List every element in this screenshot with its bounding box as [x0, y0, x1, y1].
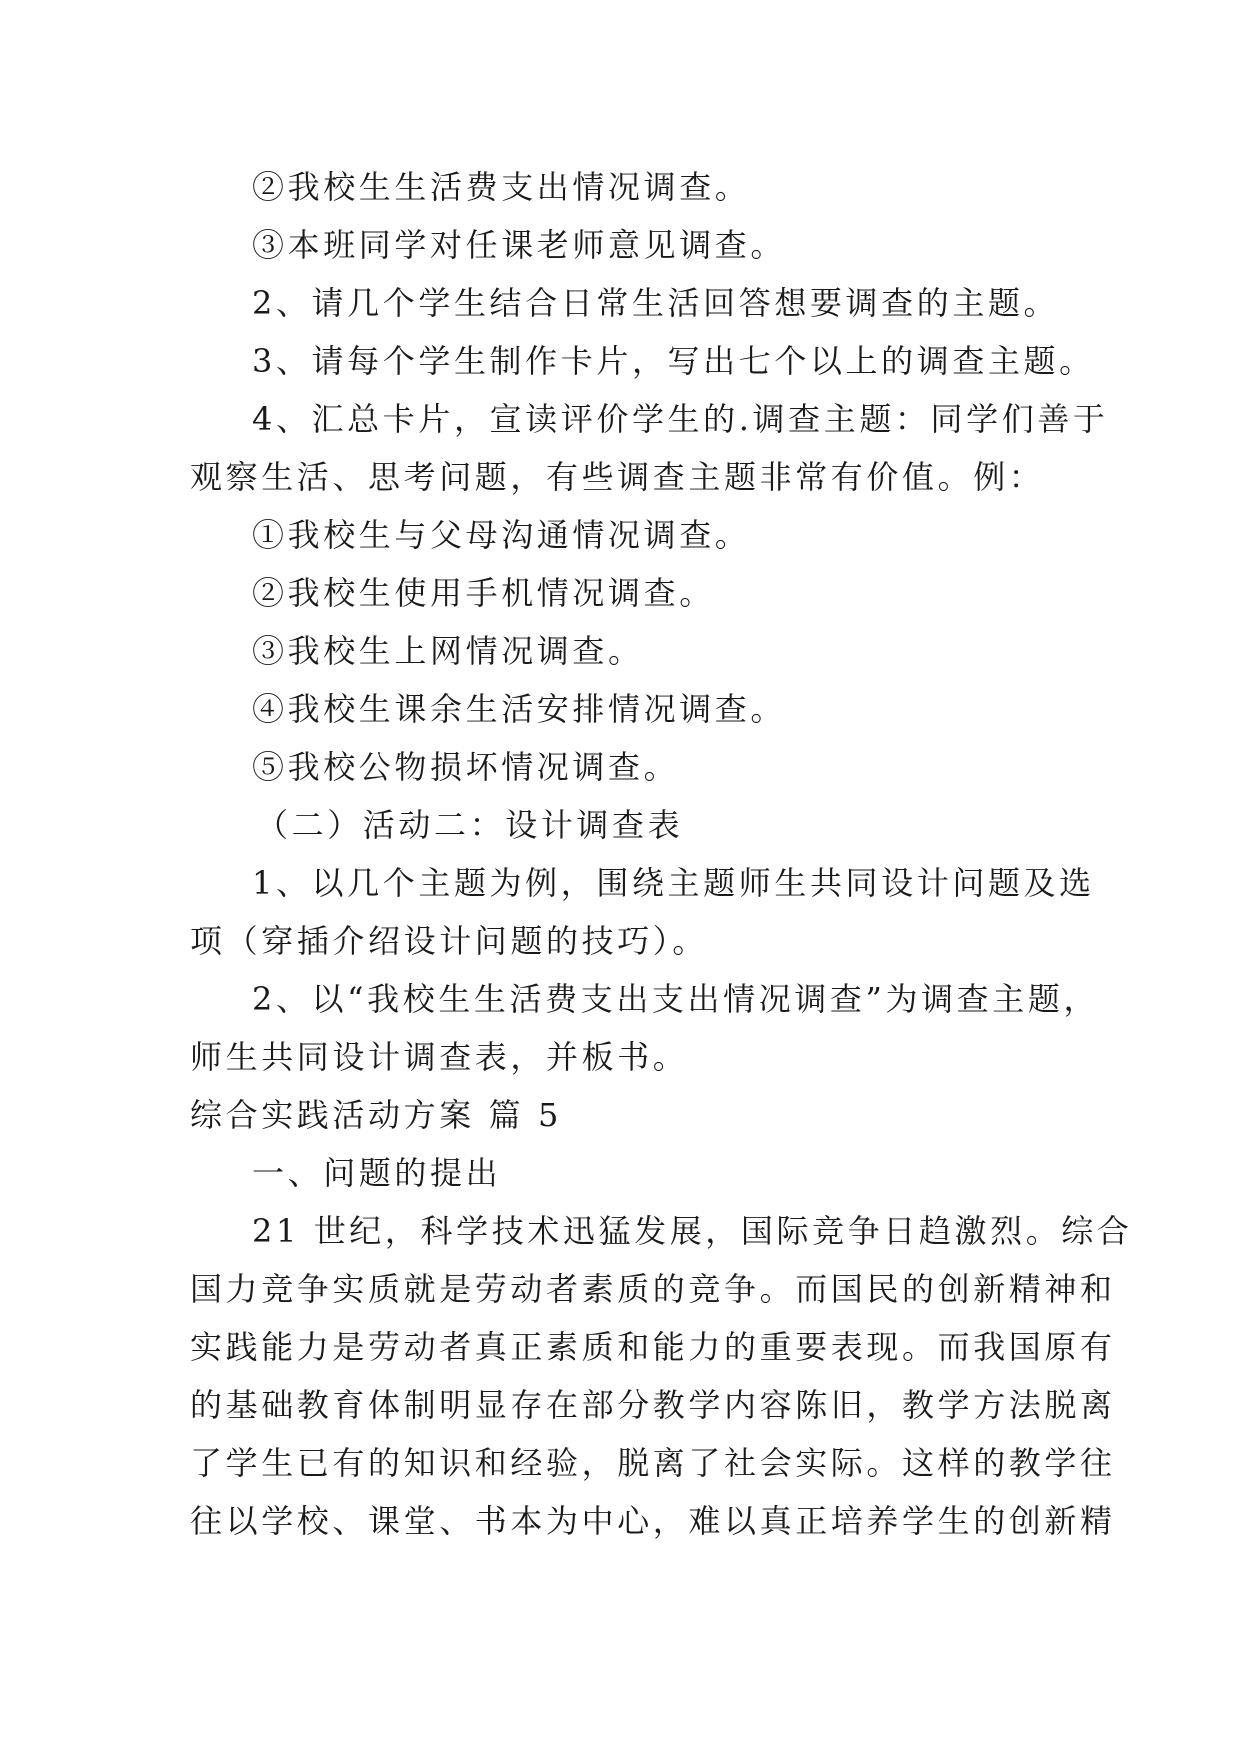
text-line: 观察生活、思考问题，有些调查主题非常有价值。例：: [190, 458, 1045, 496]
text-line: 往以学校、课堂、书本为中心，难以真正培养学生的创新精: [190, 1502, 1116, 1540]
text-line: 2、以“我校生生活费支出支出情况调查”为调查主题，: [252, 980, 1100, 1018]
text-line: 2、请几个学生结合日常生活回答想要调查的主题。: [252, 284, 1060, 322]
text-line: ③我校生上网情况调查。: [252, 632, 644, 670]
text-line: ②我校生生活费支出情况调查。: [252, 168, 751, 206]
text-line: 师生共同设计调查表，并板书。: [190, 1038, 689, 1076]
text-line: ④我校生课余生活安排情况调查。: [252, 690, 787, 728]
text-line: 项（穿插介绍设计问题的技巧）。: [190, 922, 709, 960]
text-line: ③本班同学对任课老师意见调查。: [252, 226, 787, 264]
text-line: 国力竞争实质就是劳动者素质的竞争。而国民的创新精神和: [190, 1270, 1116, 1308]
text-line: 了学生已有的知识和经验，脱离了社会实际。这样的教学往: [190, 1444, 1116, 1482]
article-title: 综合实践活动方案 篇 5: [190, 1096, 562, 1134]
section-heading: 一、问题的提出: [252, 1154, 502, 1192]
text-line: 1、以几个主题为例，围绕主题师生共同设计问题及选: [252, 864, 1095, 902]
text-line: 21 世纪，科学技术迅猛发展，国际竞争日趋激烈。综合: [252, 1212, 1133, 1250]
text-line: 实践能力是劳动者真正素质和能力的重要表现。而我国原有: [190, 1328, 1116, 1366]
text-line: 3、请每个学生制作卡片，写出七个以上的调查主题。: [252, 342, 1095, 380]
text-line: ⑤我校公物损坏情况调查。: [252, 748, 680, 786]
text-line: 4、汇总卡片，宣读评价学生的.调查主题：同学们善于: [252, 400, 1109, 438]
section-heading: （二）活动二：设计调查表: [256, 806, 684, 844]
text-line: ②我校生使用手机情况调查。: [252, 574, 715, 612]
text-line: ①我校生与父母沟通情况调查。: [252, 516, 751, 554]
text-line: 的基础教育体制明显存在部分教学内容陈旧，教学方法脱离: [190, 1386, 1116, 1424]
